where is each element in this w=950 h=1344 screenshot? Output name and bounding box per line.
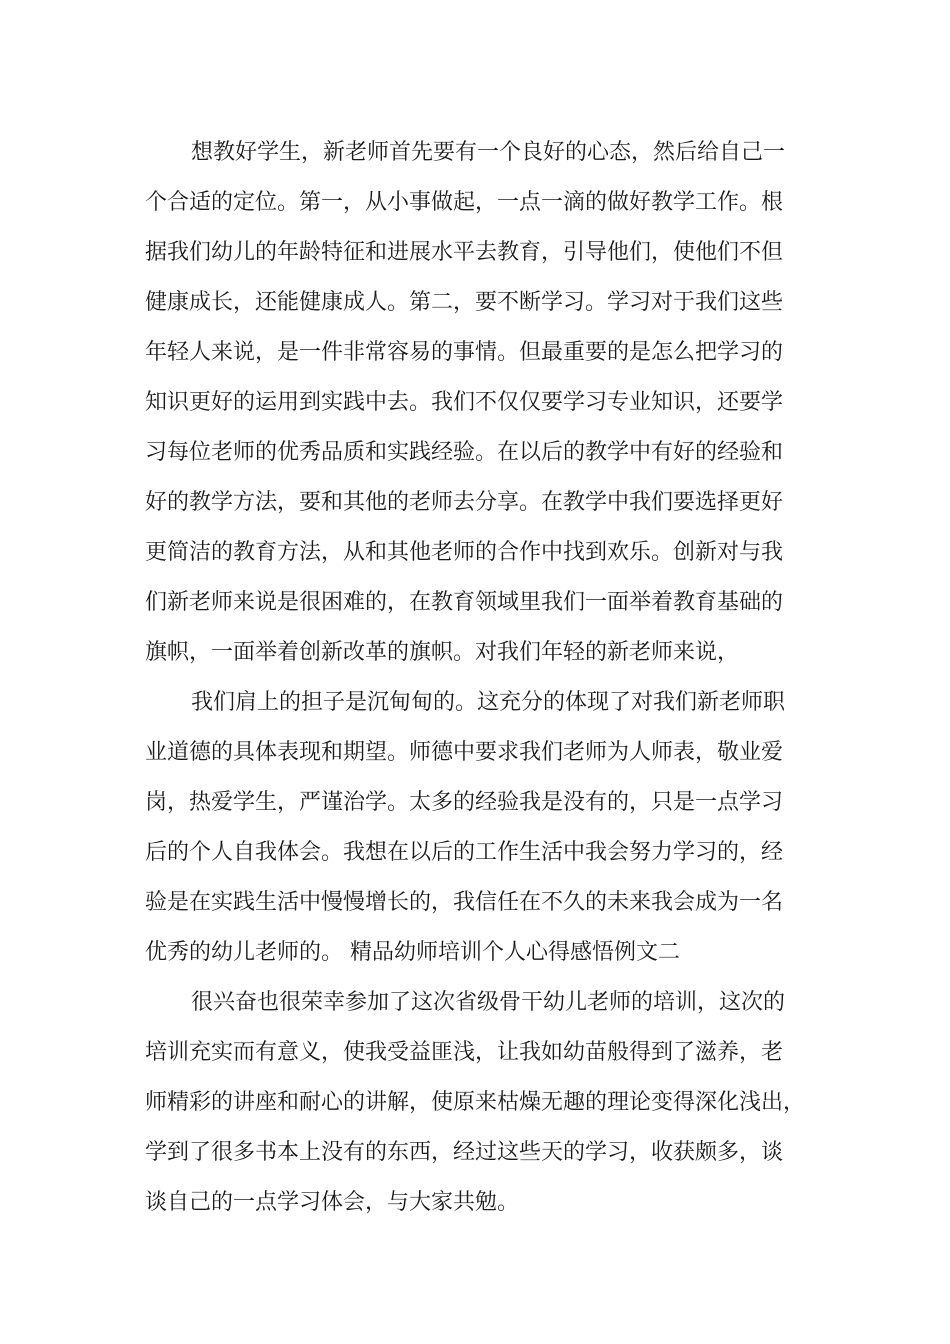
text-line: 很兴奋也很荣幸参加了这次省级骨干幼儿老师的培训，这次的 — [191, 990, 786, 1015]
text-line: 优秀的幼儿老师的。 精品幼师培训个人心得感悟例文二 — [145, 940, 680, 965]
text-line: 师精彩的讲座和耐心的讲解，使原来枯燥无趣的理论变得深化浅出， — [145, 1090, 806, 1115]
text-line: 好的教学方法，要和其他的老师去分享。在教学中我们要选择更好 — [145, 490, 784, 515]
text-line: 个合适的定位。第一，从小事做起，一点一滴的做好教学工作。根 — [145, 190, 784, 215]
text-line: 岗，热爱学生，严谨治学。太多的经验我是没有的，只是一点学习 — [145, 790, 784, 815]
text-line: 健康成长，还能健康成人。第二，要不断学习。学习对于我们这些 — [145, 290, 784, 315]
text-line: 后的个人自我体会。我想在以后的工作生活中我会努力学习的，经 — [145, 840, 784, 865]
text-line: 年轻人来说，是一件非常容易的事情。但最重要的是怎么把学习的 — [145, 340, 784, 365]
text-line: 想教好学生，新老师首先要有一个良好的心态，然后给自己一 — [191, 140, 786, 165]
text-line: 培训充实而有意义，使我受益匪浅，让我如幼苗般得到了滋养，老 — [145, 1040, 784, 1065]
text-line: 旗帜，一面举着创新改革的旗帜。对我们年轻的新老师来说， — [145, 640, 740, 665]
text-line: 更简洁的教育方法，从和其他老师的合作中找到欢乐。创新对与我 — [145, 540, 784, 565]
text-line: 习每位老师的优秀品质和实践经验。在以后的教学中有好的经验和 — [145, 440, 784, 465]
paragraph-1 — [145, 128, 810, 678]
text-line: 们新老师来说是很困难的，在教育领域里我们一面举着教育基础的 — [145, 590, 784, 615]
text-line: 业道德的具体表现和期望。师德中要求我们老师为人师表，敬业爱 — [145, 740, 784, 765]
text-line: 谈自己的一点学习体会，与大家共勉。 — [145, 1190, 520, 1215]
text-line: 我们肩上的担子是沉甸甸的。这充分的体现了对我们新老师职 — [191, 690, 786, 715]
text-line: 据我们幼儿的年龄特征和进展水平去教育，引导他们，使他们不但 — [145, 240, 784, 265]
document-body — [145, 128, 810, 1228]
paragraph-3 — [145, 978, 810, 1228]
text-line: 学到了很多书本上没有的东西，经过这些天的学习，收获颇多，谈 — [145, 1140, 784, 1165]
paragraph-2 — [145, 678, 810, 978]
text-line: 验是在实践生活中慢慢增长的，我信任在不久的未来我会成为一名 — [145, 890, 784, 915]
text-line: 知识更好的运用到实践中去。我们不仅仅要学习专业知识，还要学 — [145, 390, 784, 415]
